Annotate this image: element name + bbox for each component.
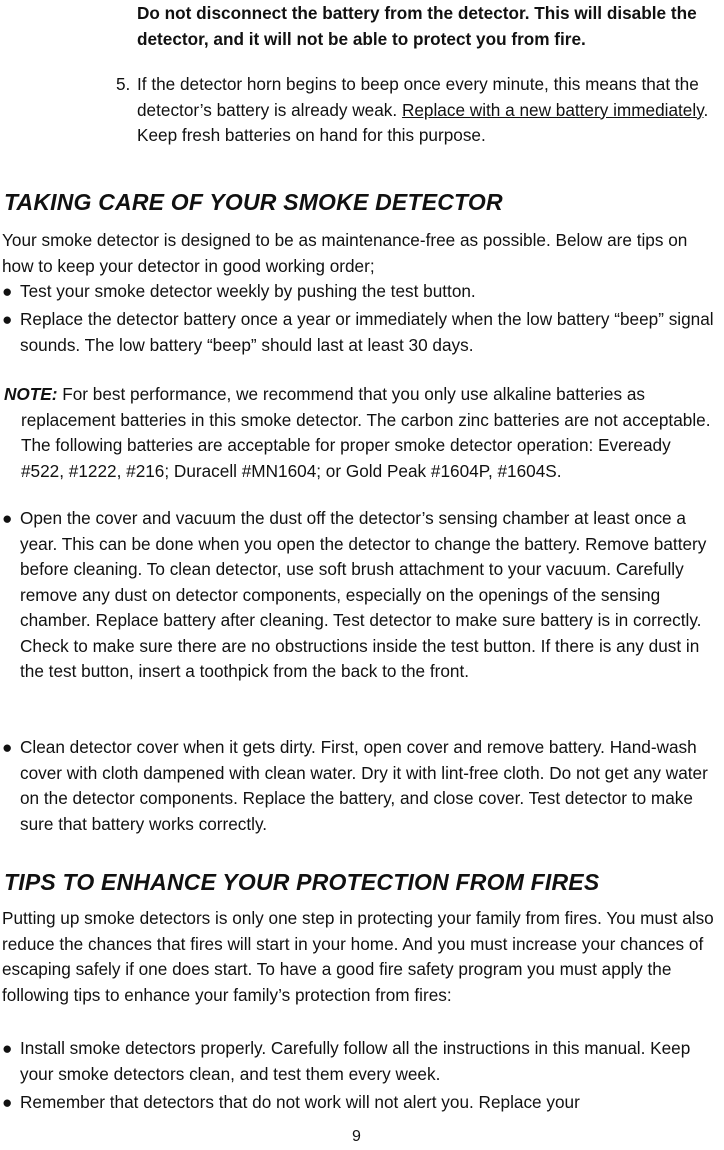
tips-heading: TIPS TO ENHANCE YOUR PROTECTION FROM FIRES bbox=[4, 869, 600, 895]
care-bullet-battery bbox=[2, 307, 718, 358]
bullet-dot: ● bbox=[2, 309, 13, 329]
bullet-text: Replace the detector battery once a year or immediately when the low battery “beep” signal sounds. The low battery “beep” should last at least 30 days. bbox=[20, 309, 714, 355]
tips-bullet-install bbox=[2, 1036, 718, 1087]
bullet-dot: ● bbox=[2, 281, 13, 301]
battery-warning: Do not disconnect the battery from the detector. This will disable the detector, and it will not be able to protect you from fire. bbox=[137, 3, 697, 49]
care-heading: TAKING CARE OF YOUR SMOKE DETECTOR bbox=[4, 189, 503, 215]
page-number: 9 bbox=[352, 1128, 361, 1145]
bullet-dot: ● bbox=[2, 1038, 13, 1058]
tips-intro: Putting up smoke detectors is only one step in protecting your family from fires. You must also reduce the chances that fires will start in your home. And you must increase your chances of escaping safely if one does start. To have a good fire safety program you must apply the following tips to enhance your family’s protection from fires: bbox=[2, 908, 714, 1005]
item-text bbox=[137, 72, 716, 149]
care-bullet-clean-cover bbox=[2, 735, 718, 837]
bullet-dot: ● bbox=[2, 508, 13, 528]
care-intro: Your smoke detector is designed to be as maintenance-free as possible. Below are tips on how to keep your detector in good working order; bbox=[2, 230, 688, 276]
bullet-text: Open the cover and vacuum the dust off the detector’s sensing chamber at least once a year. This can be done when you open the detector to change the battery. Remove battery before cleaning. To clean detector, use soft brush attachment to your vacuum. Carefully remove any dust on detector components, especially on the openings of the sensing chamber. Replace battery after cleaning. Test detector to make sure battery is in correctly. Check to make sure there are no obstructions inside the test button. If there is any dust in the test button, insert a toothpick from the back to the front. bbox=[20, 508, 707, 681]
bullet-dot: ● bbox=[2, 737, 13, 757]
note-label: NOTE: bbox=[4, 384, 58, 404]
underlined-instruction: Replace with a new battery immediately bbox=[401, 99, 704, 120]
bullet-text: Remember that detectors that do not work will not alert you. Replace your bbox=[20, 1092, 580, 1112]
tips-bullet-remember bbox=[2, 1090, 718, 1116]
care-bullet-test bbox=[2, 279, 718, 305]
note-text: For best performance, we recommend that you only use alkaline batteries as replacement batteries in this smoke detector. The carbon zinc batteries are not acceptable. The following batteries are acceptable for proper smoke detector operation: Eveready #522, #1222, #216; Duracell #MN1604; or Gold Peak #1604P, #1604S. bbox=[21, 384, 711, 481]
bullet-text: Install smoke detectors properly. Carefully follow all the instructions in this manual. Keep your smoke detectors clean, and test them every week. bbox=[20, 1038, 691, 1084]
bullet-text: Clean detector cover when it gets dirty. First, open cover and remove battery. Hand-wash cover with cloth dampened with clean water. Dry it with lint-free cloth. Do not get any water on the detector components. Replace the battery, and close cover. Test detector to make sure that battery works correctly. bbox=[20, 737, 708, 834]
item-number: 5. bbox=[116, 74, 131, 94]
item-text-end: . Keep fresh batteries on hand for this purpose. bbox=[137, 99, 709, 145]
list-item-5 bbox=[116, 72, 716, 149]
care-bullet-vacuum bbox=[2, 506, 718, 685]
battery-note bbox=[4, 382, 716, 484]
bullet-dot: ● bbox=[2, 1092, 13, 1112]
bullet-text: Test your smoke detector weekly by pushing the test button. bbox=[20, 281, 476, 301]
item-text-start: If the detector horn begins to beep once every minute, this means that the detector’s battery is already weak. bbox=[137, 74, 699, 120]
